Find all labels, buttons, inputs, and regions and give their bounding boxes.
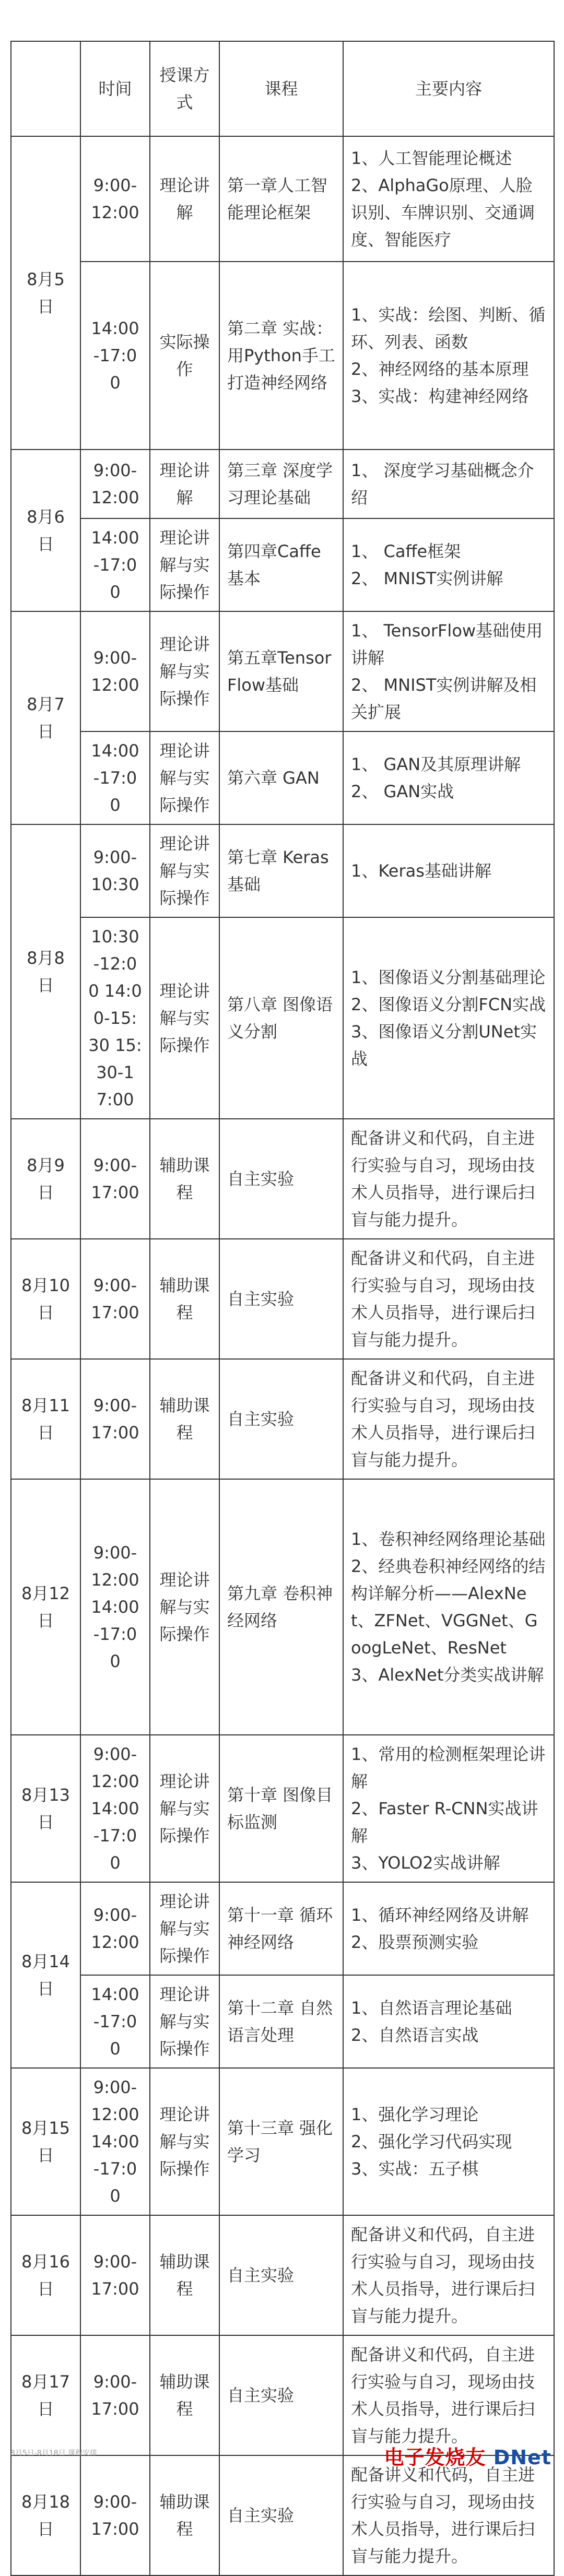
mode-cell: 辅助课程 <box>150 1119 219 1239</box>
course-cell: 第二章 实战：用Python手工打造神经网络 <box>219 262 343 450</box>
content-line: 2、 MNIST实例讲解 <box>351 569 503 588</box>
content-line: 配备讲义和代码，自主进行实验与自习，现场由技术人员指导，进行课后扫盲与能力提升。 <box>351 1128 535 1230</box>
table-row <box>11 262 554 450</box>
date-cell: 8月18日 <box>11 2455 80 2575</box>
header-mode: 授课方式 <box>150 41 219 136</box>
mode-cell: 辅助课程 <box>150 1359 219 1479</box>
date-cell: 8月12日 <box>11 1479 80 1735</box>
content-cell <box>343 611 554 731</box>
content-cell <box>343 1975 554 2068</box>
table-row <box>11 518 554 611</box>
content-line: 配备讲义和代码，自主进行实验与自习，现场由技术人员指导，进行课后扫盲与能力提升。 <box>351 2345 535 2446</box>
time-cell: 9:00-12:00 <box>80 136 150 262</box>
header-time: 时间 <box>80 41 150 136</box>
content-line: 1、人工智能理论概述 <box>351 148 512 168</box>
table-row <box>11 136 554 262</box>
watermark-text-a: 电子发烧友 <box>384 2446 486 2469</box>
time-cell: 9:00-17:00 <box>80 1359 150 1479</box>
date-cell: 8月13日 <box>11 1735 80 1882</box>
footer-note: 8月5日-8月18日 课程安排 <box>10 2449 98 2457</box>
course-cell: 自主实验 <box>219 2215 343 2335</box>
content-cell <box>343 450 554 518</box>
date-cell: 8月16日 <box>11 2215 80 2335</box>
content-cell <box>343 1882 554 1975</box>
content-line: 3、图像语义分割UNet实战 <box>351 1022 537 1069</box>
mode-cell: 理论讲解与实际操作 <box>150 611 219 731</box>
course-cell: 自主实验 <box>219 2455 343 2575</box>
content-cell <box>343 136 554 262</box>
course-cell: 自主实验 <box>219 1239 343 1359</box>
content-cell <box>343 1479 554 1735</box>
mode-cell: 理论讲解 <box>150 450 219 518</box>
mode-cell: 理论讲解与实际操作 <box>150 1735 219 1882</box>
table-row <box>11 731 554 824</box>
time-cell: 9:00-17:00 <box>80 1119 150 1239</box>
mode-cell: 理论讲解与实际操作 <box>150 917 219 1119</box>
content-cell <box>343 824 554 917</box>
content-cell <box>343 1119 554 1239</box>
time-cell: 9:00-12:00 <box>80 1882 150 1975</box>
table-header-row <box>11 41 554 136</box>
mode-cell: 理论讲解 <box>150 136 219 262</box>
content-line: 配备讲义和代码，自主进行实验与自习，现场由技术人员指导，进行课后扫盲与能力提升。 <box>351 2225 535 2326</box>
time-cell: 9:00-12:00 <box>80 611 150 731</box>
time-cell: 14:00-17:00 <box>80 262 150 450</box>
content-line: 1、常用的检测框架理论讲解 <box>351 1744 546 1791</box>
time-cell: 14:00-17:00 <box>80 518 150 611</box>
table-row <box>11 824 554 917</box>
content-line: 配备讲义和代码，自主进行实验与自习，现场由技术人员指导，进行课后扫盲与能力提升。 <box>351 1368 535 1470</box>
date-cell: 8月8日 <box>11 824 80 1119</box>
table-row <box>11 1359 554 1479</box>
table-row <box>11 1119 554 1239</box>
content-cell <box>343 2068 554 2215</box>
date-cell: 8月17日 <box>11 2335 80 2455</box>
content-line: 3、实战：构建神经网络 <box>351 386 529 406</box>
mode-cell: 辅助课程 <box>150 2455 219 2575</box>
course-cell: 第十三章 强化学习 <box>219 2068 343 2215</box>
content-line: 1、实战：绘图、判断、循环、列表、函数 <box>351 305 546 352</box>
content-line: 2、 MNIST实例讲解及相关扩展 <box>351 675 537 722</box>
content-line: 配备讲义和代码，自主进行实验与自习，现场由技术人员指导，进行课后扫盲与能力提升。 <box>351 1248 535 1350</box>
time-cell: 9:00-17:00 <box>80 1239 150 1359</box>
content-line: 2、 GAN实战 <box>351 782 454 801</box>
mode-cell: 辅助课程 <box>150 1239 219 1359</box>
date-cell: 8月10日 <box>11 1239 80 1359</box>
content-line: 2、图像语义分割FCN实战 <box>351 995 546 1014</box>
mode-cell: 理论讲解与实际操作 <box>150 824 219 917</box>
content-line: 2、股票预测实验 <box>351 1932 479 1952</box>
content-line: 配备讲义和代码，自主进行实验与自习，现场由技术人员指导，进行课后扫盲与能力提升。 <box>351 2465 535 2566</box>
content-line: 1、循环神经网络及讲解 <box>351 1905 529 1925</box>
table-row <box>11 2455 554 2575</box>
table-row <box>11 917 554 1119</box>
content-cell <box>343 2215 554 2335</box>
course-cell: 第十一章 循环神经网络 <box>219 1882 343 1975</box>
content-cell <box>343 262 554 450</box>
course-cell: 第四章Caffe基本 <box>219 518 343 611</box>
time-cell: 9:00-12:00 14:00-17:00 <box>80 1479 150 1735</box>
content-cell <box>343 1239 554 1359</box>
table-row <box>11 2215 554 2335</box>
time-cell: 9:00-12:00 14:00-17:00 <box>80 2068 150 2215</box>
date-cell: 8月7日 <box>11 611 80 824</box>
course-cell: 自主实验 <box>219 1119 343 1239</box>
time-cell: 14:00-17:00 <box>80 731 150 824</box>
content-line: 1、 深度学习基础概念介绍 <box>351 460 534 507</box>
mode-cell: 实际操作 <box>150 262 219 450</box>
content-line: 2、Faster R-CNN实战讲解 <box>351 1799 538 1846</box>
course-cell: 第六章 GAN <box>219 731 343 824</box>
watermark-text-b: DNet <box>493 2446 551 2469</box>
mode-cell: 理论讲解与实际操作 <box>150 1479 219 1735</box>
mode-cell: 理论讲解与实际操作 <box>150 1882 219 1975</box>
time-cell: 9:00-17:00 <box>80 2215 150 2335</box>
course-cell: 自主实验 <box>219 2335 343 2455</box>
course-cell: 第五章TensorFlow基础 <box>219 611 343 731</box>
course-cell: 自主实验 <box>219 1359 343 1479</box>
content-line: 1、 GAN及其原理讲解 <box>351 754 521 774</box>
course-cell: 第三章 深度学习理论基础 <box>219 450 343 518</box>
content-line: 2、神经网络的基本原理 <box>351 359 529 379</box>
mode-cell: 理论讲解与实际操作 <box>150 2068 219 2215</box>
table-row <box>11 1479 554 1735</box>
content-cell <box>343 2335 554 2455</box>
time-cell: 14:00-17:00 <box>80 1975 150 2068</box>
content-line: 2、自然语言实战 <box>351 2025 479 2045</box>
course-cell: 第七章 Keras基础 <box>219 824 343 917</box>
date-cell: 8月14日 <box>11 1882 80 2068</box>
content-line: 2、AlphaGo原理、人脸识别、车牌识别、交通调度、智能医疗 <box>351 175 535 250</box>
header-course: 课程 <box>219 41 343 136</box>
content-line: 1、强化学习理论 <box>351 2105 479 2124</box>
mode-cell: 理论讲解与实际操作 <box>150 518 219 611</box>
table-row <box>11 450 554 518</box>
course-cell: 第一章人工智能理论框架 <box>219 136 343 262</box>
content-line: 1、 Caffe框架 <box>351 541 461 561</box>
content-line: 3、实战：五子棋 <box>351 2159 479 2179</box>
table-row <box>11 1239 554 1359</box>
header-content: 主要内容 <box>343 41 554 136</box>
table-row <box>11 2335 554 2455</box>
date-cell: 8月15日 <box>11 2068 80 2215</box>
content-line: 1、自然语言理论基础 <box>351 1998 512 2018</box>
table-row <box>11 1735 554 1882</box>
content-cell <box>343 917 554 1119</box>
content-cell <box>343 518 554 611</box>
mode-cell: 理论讲解与实际操作 <box>150 1975 219 2068</box>
content-line: 3、YOLO2实战讲解 <box>351 1853 500 1873</box>
content-line: 1、图像语义分割基础理论 <box>351 967 546 987</box>
mode-cell: 理论讲解与实际操作 <box>150 731 219 824</box>
date-cell: 8月6日 <box>11 450 80 611</box>
header-date <box>11 41 80 136</box>
mode-cell: 辅助课程 <box>150 2335 219 2455</box>
time-cell: 9:00-10:30 <box>80 824 150 917</box>
table-row <box>11 1882 554 1975</box>
course-cell: 第十章 图像目标监测 <box>219 1735 343 1882</box>
mode-cell: 辅助课程 <box>150 2215 219 2335</box>
course-cell: 第十二章 自然语言处理 <box>219 1975 343 2068</box>
date-cell: 8月5日 <box>11 136 80 450</box>
date-cell: 8月9日 <box>11 1119 80 1239</box>
content-line: 1、 TensorFlow基础使用讲解 <box>351 621 543 668</box>
table-row <box>11 2068 554 2215</box>
date-cell: 8月11日 <box>11 1359 80 1479</box>
schedule-table <box>10 41 555 2576</box>
content-line: 3、AlexNet分类实战讲解 <box>351 1665 544 1685</box>
watermark-logo <box>384 2441 551 2470</box>
content-line: 2、强化学习代码实现 <box>351 2132 512 2152</box>
time-cell: 9:00-17:00 <box>80 2455 150 2575</box>
table-row <box>11 1975 554 2068</box>
time-cell: 9:00-12:00 <box>80 450 150 518</box>
table-row <box>11 611 554 731</box>
time-cell: 9:00-17:00 <box>80 2335 150 2455</box>
content-line: 1、卷积神经网络理论基础 <box>351 1529 546 1549</box>
course-cell: 第八章 图像语义分割 <box>219 917 343 1119</box>
time-cell: 9:00-12:00 14:00-17:00 <box>80 1735 150 1882</box>
content-line: 2、经典卷积神经网络的结构详解分析——AlexNet、ZFNet、VGGNet、GoogLeNet、ResNet <box>351 1556 546 1658</box>
time-cell: 10:30-12:00 14:00-15:30 15:30-17:00 <box>80 917 150 1119</box>
content-cell <box>343 1359 554 1479</box>
course-cell: 第九章 卷积神经网络 <box>219 1479 343 1735</box>
content-cell <box>343 1735 554 1882</box>
content-cell <box>343 2455 554 2575</box>
content-cell <box>343 731 554 824</box>
content-line: 1、Keras基础讲解 <box>351 861 491 881</box>
